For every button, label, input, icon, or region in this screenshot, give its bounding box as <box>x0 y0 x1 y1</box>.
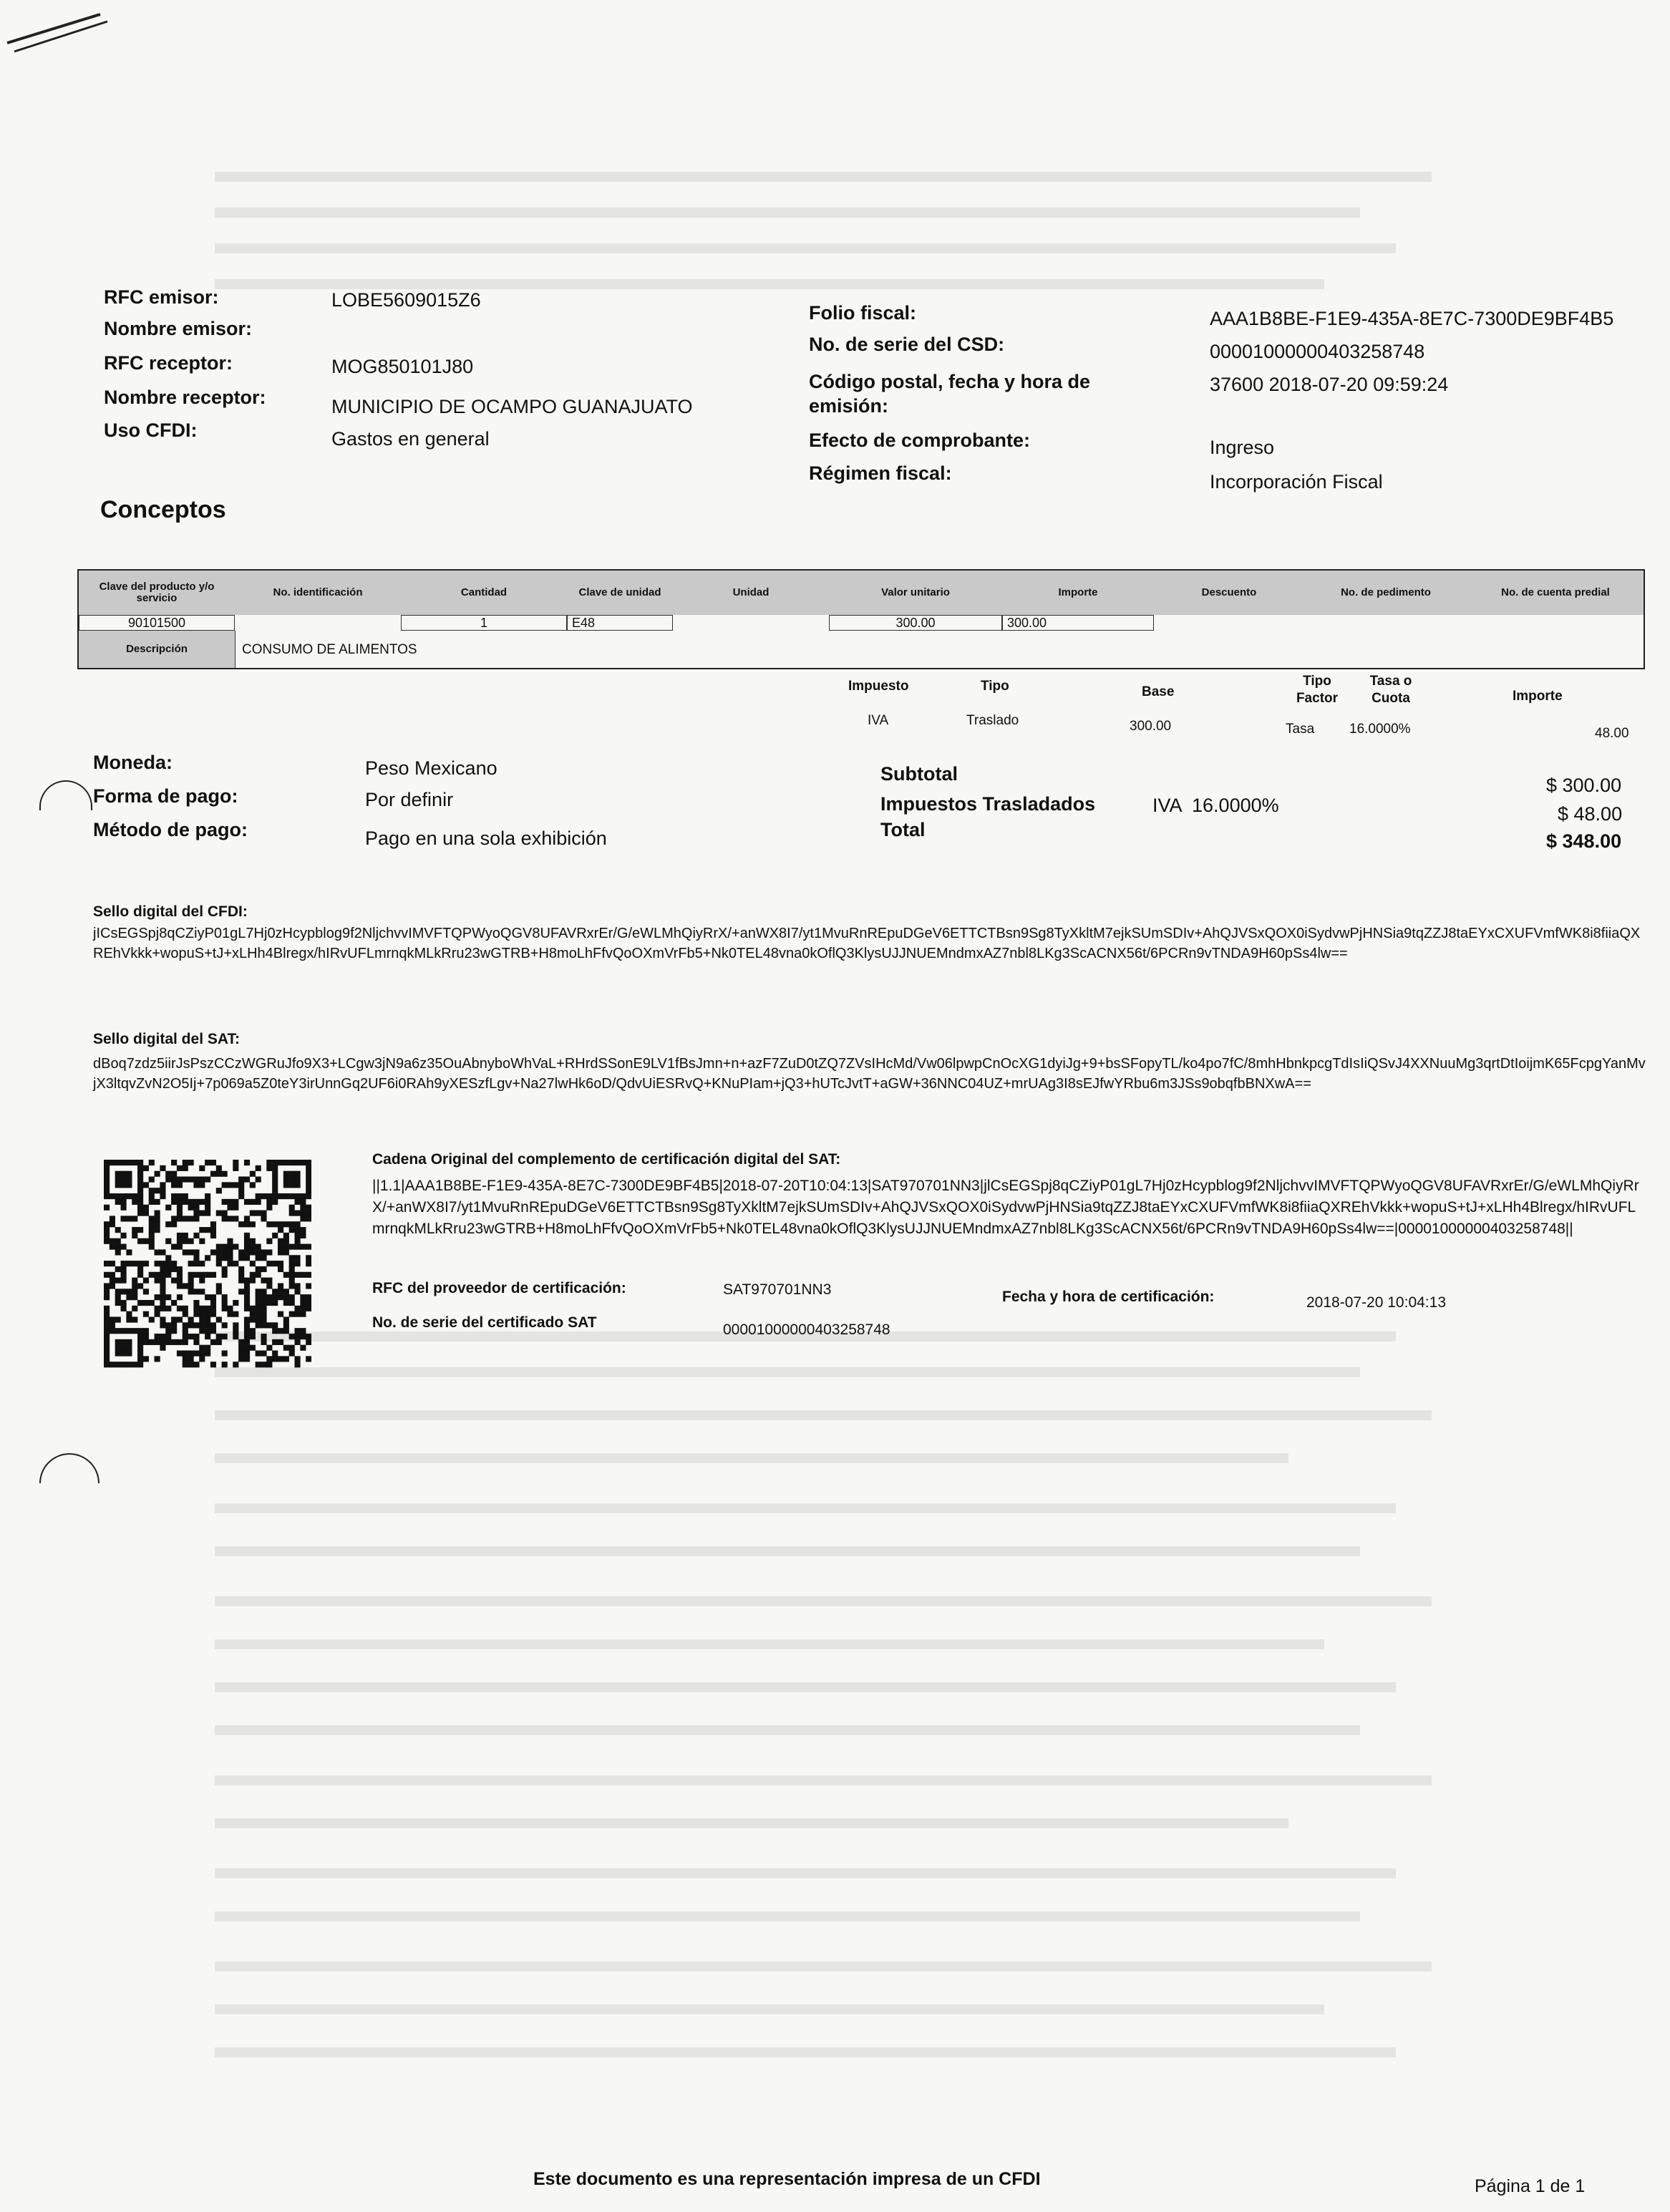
tax-td-base: 300.00 <box>1130 719 1172 734</box>
pen-stroke-mark <box>0 0 143 64</box>
regimen-label: Régimen fiscal: <box>809 462 952 484</box>
moneda-label: Moneda: <box>93 752 173 773</box>
serie-csd-label: No. de serie del CSD: <box>809 334 1005 355</box>
rfc-emisor-value: LOBE5609015Z6 <box>331 289 481 311</box>
folio-fiscal-value: AAA1B8BE-F1E9-435A-8E7C-7300DE9BF4B5 <box>1210 308 1614 329</box>
sello-sat-value: dBoq7zdz5iirJsPszCCzWGRuJfo9X3+LCgw3jN9a6z35OuAbnyboWhVaL+RHrdSSonE9LV1fBsJmn+n+azF7ZuD0tZQ7ZVsIHcMd/Vw06lpwpCnOcXG1dyiJg+9+bsSFopyTL/ko4po7fC/8mhHbnkpcgTdIsIiQSvJ4XXNuuMg3qrtDtIoijmK65FcpgYanMvjX3ltqvZvN2O5Ij+7p069a5Z0teY3irUnnGq2UF6i0RAh9yXESzfLgv+Na27lwHk6oD/QdvUiESRvQ+KNuPIam+jQ3+hUTcJvtT+aGW+36NNC04UZ+mrUAg3I8sEJfwYRbu6m3JSs9obqfbBNXwA== <box>93 1056 1646 1092</box>
cp-fecha-label: Código postal, fecha y hora de emisión: <box>809 371 1091 417</box>
efecto-value: Ingreso <box>1210 437 1275 458</box>
nombre-emisor-label: Nombre emisor: <box>104 318 253 339</box>
rfc-receptor-label: RFC receptor: <box>104 352 233 374</box>
th-unidad: Unidad <box>673 571 830 615</box>
th-clave-unidad: Clave de unidad <box>567 571 674 615</box>
moneda-value: Peso Mexicano <box>365 757 497 779</box>
page-number: Página 1 de 1 <box>1475 2176 1586 2196</box>
impuestos-detail: IVA 16.0000% <box>1152 795 1279 816</box>
nombre-receptor-value: MUNICIPIO DE OCAMPO GUANAJUATO <box>331 396 693 417</box>
th-descuento: Descuento <box>1154 571 1305 615</box>
footer-note: Este documento es una representación impresa de un CFDI <box>533 2169 1041 2189</box>
total-label: Total <box>880 819 926 840</box>
sello-sat-label: Sello digital del SAT: <box>93 1031 240 1047</box>
punch-hole-mark <box>39 780 92 810</box>
rfc-proveedor-label: RFC del proveedor de certificación: <box>372 1280 626 1296</box>
th-descripcion: Descripción <box>79 631 236 668</box>
impuestos-value: $ 48.00 <box>1558 803 1623 825</box>
folio-fiscal-label: Folio fiscal: <box>809 302 917 324</box>
cadena-original-value: ||1.1|AAA1B8BE-F1E9-435A-8E7C-7300DE9BF4B5|2018-07-20T10:04:13|SAT970701NN3|jlCsEGSpj8qCZiyP01gL7Hj0zHcypblog9f2NljchvvIMVFTQPWyoQGV8UFAVRxrEr/G/eWLMhQiyRrX/+anWX8I7/yt1MvuRnREpuDGeV6ETTCTBsn9Sg8TyXkltM7ejkSUmSDIv+AhQJVSxQOX0iSydvwPjHNSia9tqZZJ8taEYxCXUFVmfWK8i8fiiaQXREhVkkk+wopuS+tJ+xLHh4Blregx/hIRvUFLmrnqkMLkRru23wGTRB+H8moLhFfvQoOXmVrFb5+Nk0TEL48vna0kOflQ3KlysUJJNUEMndmxAZ7nbl8LKg3ScACNX56t/6PCRn9vTNDA9H60pSs4lw==|00001000000403258748|| <box>372 1178 1639 1237</box>
rfc-emisor-label: RFC emisor: <box>104 286 219 308</box>
conceptos-table <box>77 569 1645 669</box>
th-cantidad: Cantidad <box>401 571 568 615</box>
th-valor-unitario: Valor unitario <box>829 571 1003 615</box>
tax-td-tasa: 16.0000% <box>1349 722 1411 737</box>
rfc-receptor-value: MOG850101J80 <box>331 356 474 377</box>
tax-th-tasa: Tasa o Cuota <box>1369 674 1412 706</box>
metodo-pago-label: Método de pago: <box>93 819 248 840</box>
forma-pago-label: Forma de pago: <box>93 785 238 807</box>
total-value: $ 348.00 <box>1546 830 1622 852</box>
td-importe: 300.00 <box>1002 615 1154 631</box>
serie-sat-label: No. de serie del certificado SAT <box>372 1314 597 1331</box>
uso-cfdi-value: Gastos en general <box>331 428 490 450</box>
tax-td-tipo-factor: Tasa <box>1286 722 1315 737</box>
td-clave-unidad: E48 <box>567 615 673 631</box>
qr-code <box>104 1160 311 1371</box>
sello-cfdi-value: jICsEGSpj8qCZiyP01gL7Hj0zHcypblog9f2NljchvvIMVFTQPWyoQGV8UFAVRxrEr/G/eWLMhQiyRrX/+anWX8I7/yt1MvuRnREpuDGeV6ETTCTBsn9Sg8TyXkltM7ejkSUmSDIv+AhQJVSxQOX0iSydvwPjHNSia9tqZZJ8taEYxCXUFVmfWK8i8fiiaQXREhVkkk+wopuS+tJ+xLHh4Blregx/hIRvUFLmrnqkMLkRru23wGTRB+H8moLhFfvQoOXmVrFb5+Nk0TEL48vna0kOflQ3KlysUJJNUEMndmxAZ7nbl8LKg3ScACNX56t/6PCRn9vTNDA9H60pSs4lw== <box>93 926 1641 961</box>
nombre-receptor-label: Nombre receptor: <box>104 387 266 408</box>
subtotal-value: $ 300.00 <box>1546 775 1622 796</box>
subtotal-label: Subtotal <box>880 763 958 785</box>
tax-td-tipo: Traslado <box>966 713 1019 728</box>
uso-cfdi-label: Uso CFDI: <box>104 419 198 441</box>
tax-th-base: Base <box>1142 684 1175 699</box>
tax-th-impuesto: Impuesto <box>848 679 909 694</box>
tax-td-impuesto: IVA <box>868 713 889 728</box>
cp-fecha-value: 37600 2018-07-20 09:59:24 <box>1210 374 1449 395</box>
tax-th-tipo: Tipo <box>981 679 1009 694</box>
conceptos-title: Conceptos <box>100 496 226 523</box>
th-no-cuenta-predial: No. de cuenta predial <box>1467 571 1644 615</box>
forma-pago-value: Por definir <box>365 789 454 810</box>
td-cantidad: 1 <box>401 615 567 631</box>
serie-sat-value: 00001000000403258748 <box>723 1321 890 1338</box>
sello-cfdi-label: Sello digital del CFDI: <box>93 903 248 920</box>
td-valor-unitario: 300.00 <box>829 615 1002 631</box>
th-importe: Importe <box>1002 571 1155 615</box>
fecha-certificacion-value: 2018-07-20 10:04:13 <box>1306 1294 1446 1311</box>
efecto-label: Efecto de comprobante: <box>809 430 1031 451</box>
th-no-identificacion: No. identificación <box>235 571 402 615</box>
rfc-proveedor-value: SAT970701NN3 <box>723 1281 832 1298</box>
punch-hole-mark-2 <box>39 1453 99 1483</box>
td-descripcion: CONSUMO DE ALIMENTOS <box>242 642 417 657</box>
regimen-value: Incorporación Fiscal <box>1210 471 1383 493</box>
td-clave: 90101500 <box>79 615 235 631</box>
tax-th-tipo-factor: Tipo Factor <box>1296 674 1339 706</box>
impuestos-label: Impuestos Trasladados <box>880 793 1096 815</box>
metodo-pago-value: Pago en una sola exhibición <box>365 828 607 849</box>
serie-csd-value: 00001000000403258748 <box>1210 341 1425 362</box>
cadena-original-label: Cadena Original del complemento de certificación digital del SAT: <box>372 1151 841 1168</box>
fecha-certificacion-label: Fecha y hora de certificación: <box>1002 1289 1215 1305</box>
th-clave-producto: Clave del producto y/o servicio <box>79 571 236 615</box>
tax-th-importe: Importe <box>1513 689 1563 704</box>
tax-td-importe: 48.00 <box>1595 726 1629 741</box>
th-no-pedimento: No. de pedimento <box>1304 571 1468 615</box>
